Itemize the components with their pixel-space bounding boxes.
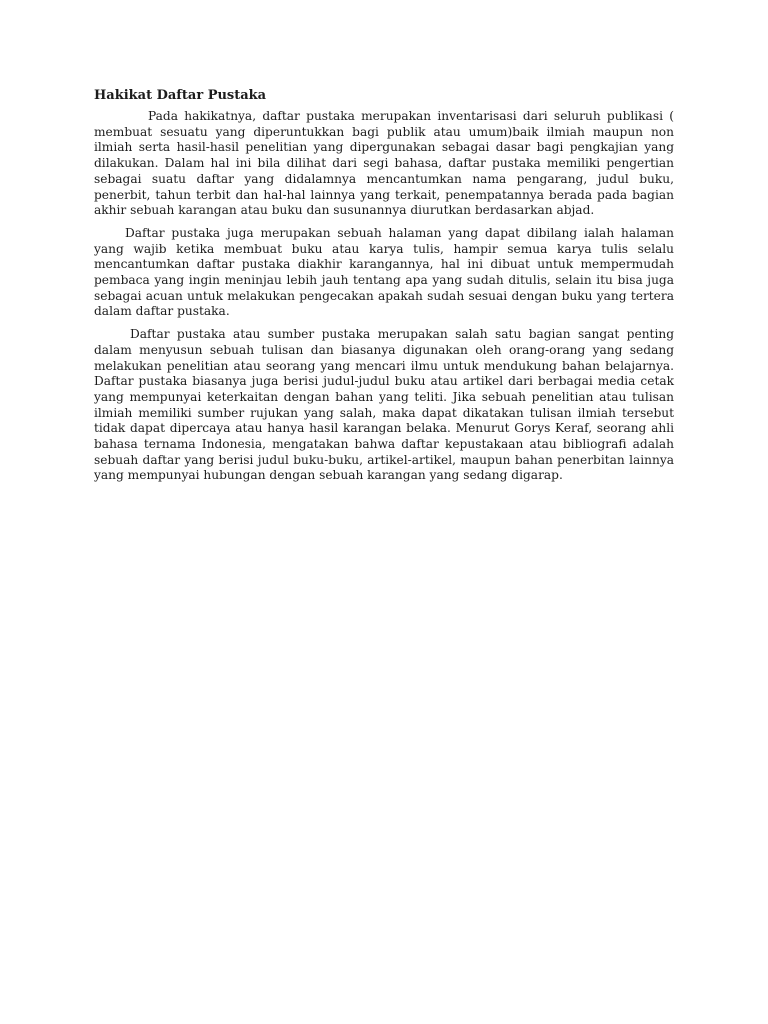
paragraph-3: Daftar pustaka atau sumber pustaka merupakan salah satu bagian sangat penting dalam menyusun sebuah tulisan dan biasanya digunakan oleh orang-orang yang sedang melakukan penelitian atau seorang yang mencari ilmu untuk mendukung bahan belajarnya. Daftar pustaka biasanya juga berisi judul-judul buku atau artikel dari berbagai media cetak yang mempunyai keterkaitan dengan bahan yang teliti. Jika sebuah penelitian atau tulisan ilmiah memiliki sumber rujukan yang salah, maka dapat dikatakan tulisan ilmiah tersebut tidak dapat dipercaya atau hanya hasil karangan belaka. Menurut Gorys Keraf, seorang ahli bahasa ternama Indonesia, mengatakan bahwa daftar kepustakaan atau bibliografi adalah sebuah daftar yang berisi judul buku-buku, artikel-artikel, maupun bahan penerbitan lainnya yang mempunyai hubungan dengan sebuah karangan yang sedang digarap. <box>94 327 674 483</box>
document-title: Hakikat Daftar Pustaka <box>94 88 267 103</box>
paragraph-1: Pada hakikatnya, daftar pustaka merupakan inventarisasi dari seluruh publikasi ( membuat sesuatu yang diperuntukkan bagi publik atau umum)baik ilmiah maupun non ilmiah serta hasil-hasil penelitian yang dipergunakan sebagai dasar bagi pengkajian yang dilakukan. Dalam hal ini bila dilihat dari segi bahasa, daftar pustaka memiliki pengertian sebagai suatu daftar yang didalamnya mencantumkan nama pengarang, judul buku, penerbit, tahun terbit dan hal-hal lainnya yang terkait, penempatannya berada pada bagian akhir sebuah karangan atau buku dan susunannya diurutkan berdasarkan abjad. <box>94 109 674 218</box>
paragraph-2: Daftar pustaka juga merupakan sebuah halaman yang dapat dibilang ialah halaman yang wajib ketika membuat buku atau karya tulis, hampir semua karya tulis selalu mencantumkan daftar pustaka diakhir karangannya, hal ini dibuat untuk mempermudah pembaca yang ingin meninjau lebih jauh tentang apa yang sudah ditulis, selain itu bisa juga sebagai acuan untuk melakukan pengecakan apakah sudah sesuai dengan buku yang tertera dalam daftar pustaka. <box>94 225 674 319</box>
